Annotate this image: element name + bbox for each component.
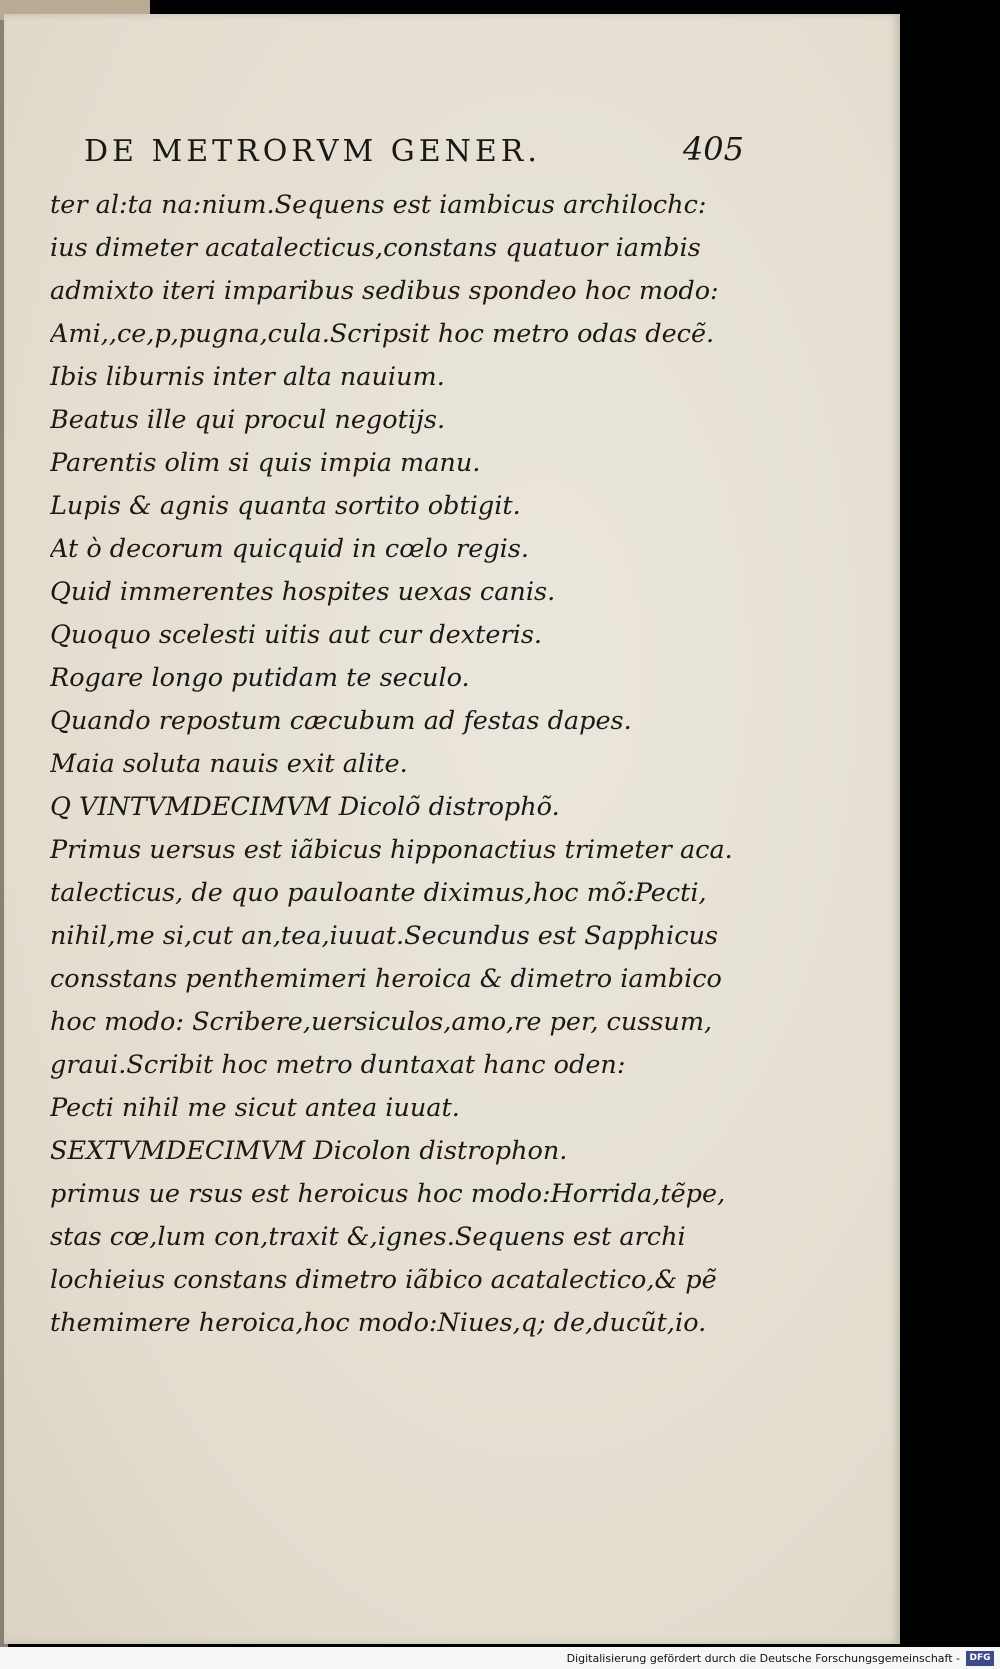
text-line: Beatus ille qui procul negotijs. — [50, 405, 446, 435]
text-line: Rogare longo putidam te seculo. — [50, 663, 470, 693]
text-line: consstans penthemimeri heroica & dimetro iambico — [50, 964, 722, 994]
page-number: 405 — [682, 130, 744, 168]
text-line: themimere heroica,hoc modo:Niues,q; de,ducũt,io. — [50, 1308, 707, 1338]
text-line: Quid immerentes hospites uexas canis. — [50, 577, 556, 607]
section-heading-line: SEXTVMDECIMVM Dicolon distrophon. — [50, 1136, 568, 1166]
text-line: ter al:ta na:nium.Sequens est iambicus archilochc: — [50, 190, 707, 220]
text-line: Lupis & agnis quanta sortito obtigit. — [50, 491, 521, 521]
text-line: Quoquo scelesti uitis aut cur dexteris. — [50, 620, 543, 650]
text-line: stas cœ,lum con,traxit &,ignes.Sequens est archi — [50, 1222, 686, 1252]
section-heading-line: Q VINTVMDECIMVM Dicolõ distrophõ. — [50, 792, 560, 822]
text-line: Quando repostum cæcubum ad festas dapes. — [50, 706, 632, 736]
text-line: graui.Scribit hoc metro duntaxat hanc oden: — [50, 1050, 626, 1080]
text-line: primus ue rsus est heroicus hoc modo:Horrida,tẽpe, — [50, 1179, 726, 1209]
running-title: DE METRORVM GENER. — [84, 134, 541, 169]
text-line: Ibis liburnis inter alta nauium. — [50, 362, 445, 392]
text-line: Parentis olim si quis impia manu. — [50, 448, 481, 478]
text-line: ius dimeter acatalecticus,constans quatuor iambis — [50, 233, 701, 263]
text-line: hoc modo: Scribere,uersiculos,amo,re per, cussum, — [50, 1007, 713, 1037]
page-header — [84, 128, 744, 174]
footer-bar — [0, 1647, 1000, 1669]
funding-credit: Digitalisierung gefördert durch die Deutsche Forschungsgemeinschaft - — [566, 1652, 960, 1665]
text-line: Primus uersus est iãbicus hipponactius trimeter aca. — [50, 835, 733, 865]
text-line: At ò decorum quicquid in cœlo regis. — [50, 534, 529, 564]
text-line: Ami,,ce,p,pugna,cula.Scripsit hoc metro odas decẽ. — [50, 319, 715, 349]
page-body — [50, 184, 750, 1345]
text-line: nihil,me si,cut an,tea,iuuat.Secundus est Sapphicus — [50, 921, 718, 951]
text-line: Maia soluta nauis exit alite. — [50, 749, 408, 779]
text-line: Pecti nihil me sicut antea iuuat. — [50, 1093, 460, 1123]
text-line: admixto iteri imparibus sedibus spondeo hoc modo: — [50, 276, 719, 306]
dfg-logo: DFG — [966, 1651, 994, 1666]
text-line: lochieius constans dimetro iãbico acatalectico,& pẽ — [50, 1265, 717, 1295]
text-line: talecticus, de quo pauloante diximus,hoc mõ:Pecti, — [50, 878, 707, 908]
